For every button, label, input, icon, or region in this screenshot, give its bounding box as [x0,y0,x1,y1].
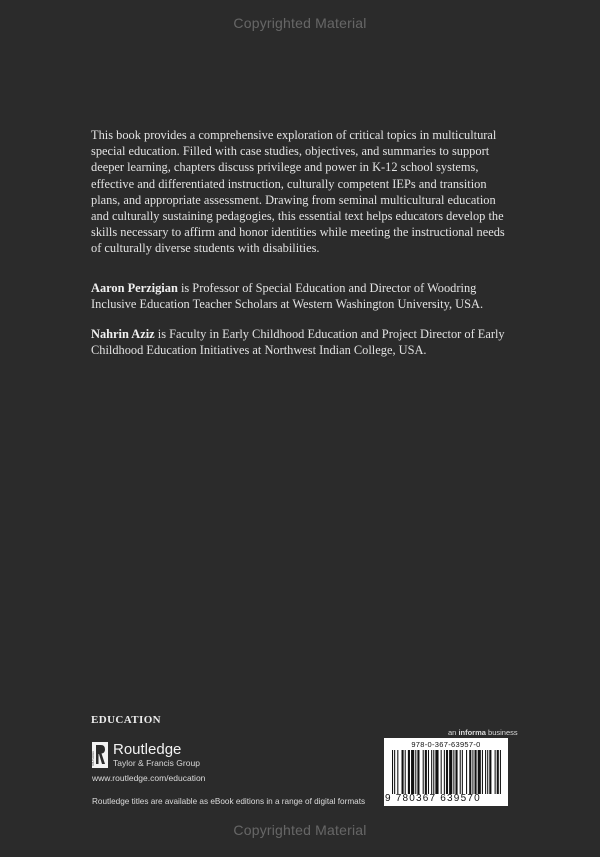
informa-prefix: an [448,728,459,737]
barcode-bar [415,750,416,794]
barcode-bar [449,750,452,794]
author-bio-2 [91,326,521,358]
barcode-bar [453,750,454,794]
author-bio-1 [91,280,521,312]
barcode-bar [489,750,491,794]
informa-bold: informa [458,728,486,737]
routledge-logo-icon [92,742,108,768]
watermark-bottom: Copyrighted Material [233,822,367,838]
barcode-bar [487,750,488,794]
barcode-bar [482,750,483,794]
barcode-bar [425,750,427,794]
barcode-bar [478,750,481,794]
barcode-bar [417,750,419,794]
barcode-bar [433,750,434,794]
barcode-bar [428,750,429,794]
watermark-top: Copyrighted Material [233,15,367,31]
informa-business-label [448,728,518,737]
logo-mark-text: ROUTLEDGE [92,751,96,766]
barcode-bar [495,750,496,794]
barcode-bar [423,750,424,794]
barcode-bar [411,750,414,794]
barcode-bar [497,750,499,794]
barcode-bar [446,750,448,794]
barcode-bar [397,750,398,794]
barcode-bar [485,750,486,794]
author-bio-text-1: is Professor of Special Education and Director of Woodring Inclusive Education Teacher Scholars at Western Washington University, USA. [91,281,484,312]
barcode-bar [455,750,457,794]
barcode-bar [408,750,410,794]
book-description: This book provides a comprehensive exploration of critical topics in multicultural special education. Filled with case studies, objectives, and summaries to support deeper learning, chapters discuss privilege and power in K-12 school systems, effective and differentiated instruction, culturally competent IEPs and transition plans, and appropriate assessment. Drawing from seminal multicultural education and culturally sustaining pedagogies, this essential text helps educators develop the skills necessary to affirm and honor identities while meeting the instructional needs of culturally diverse students with disabilities. [91,128,505,256]
barcode-bar [431,750,432,794]
barcode-bar [405,750,406,794]
barcode-bar [441,750,442,794]
publisher-logo [92,742,200,769]
barcode-bar [466,750,467,794]
barcode-bar [472,750,473,794]
barcode-bar [469,750,471,794]
barcode-bar [475,750,477,794]
barcode-bars [392,750,502,794]
barcode-bar [435,750,438,794]
barcode-bar [500,750,501,794]
isbn-digits: 9 780367 639570 [385,793,481,804]
barcode-bar [444,750,445,794]
subject-category: EDUCATION [91,714,162,726]
author-name-1: Aaron Perzigian [91,281,178,295]
barcode-bar [394,750,395,794]
publisher-website: www.routledge.com/education [92,773,206,783]
barcode-bar [392,750,393,794]
isbn-hyphenated: 978-0-367-63957-0 [411,740,481,749]
informa-suffix: business [485,728,518,737]
author-bio-text-2: is Faculty in Early Childhood Education and Project Director of Early Childhood Education Initiatives at Northwest Indian College, USA. [91,327,505,358]
publisher-group: Taylor & Francis Group [113,758,200,768]
barcode-bar [462,750,463,794]
author-name-2: Nahrin Aziz [91,327,155,341]
publisher-name: Routledge [113,741,182,758]
ebook-note: Routledge titles are available as eBook editions in a range of digital formats [92,797,366,806]
barcode-bar [460,750,461,794]
barcode-bar [402,750,404,794]
isbn-barcode [384,738,508,806]
